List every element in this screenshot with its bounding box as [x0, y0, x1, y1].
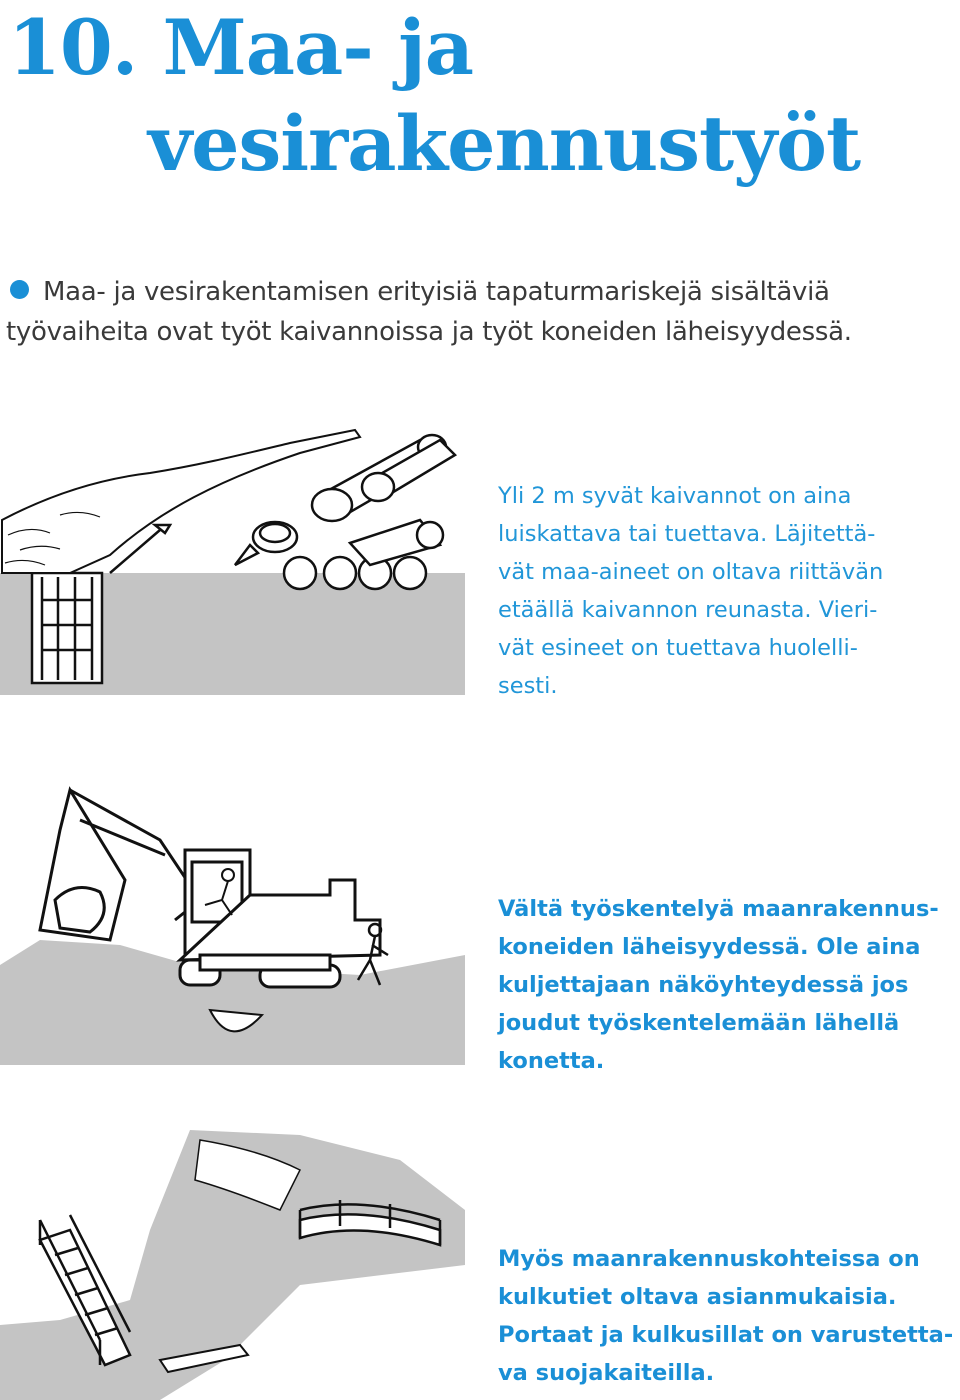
trench-with-pipes-illustration	[0, 425, 470, 697]
excavator-caption-line: kuljettajaan näköyhteydessä jos	[498, 972, 909, 998]
trench-caption-line: etäällä kaivannon reunasta. Vieri-	[498, 597, 878, 623]
intro-line-2: työvaiheita ovat työt kaivannoissa ja työt koneiden läheisyydessä.	[6, 317, 852, 347]
bullet-icon	[10, 280, 29, 299]
stairs-caption	[498, 1240, 953, 1392]
excavator-caption-line: konetta.	[498, 1048, 605, 1074]
stairs-caption-line: va suojakaiteilla.	[498, 1360, 715, 1386]
excavated-soil-pile	[2, 430, 360, 573]
page-title-line-1: 10. Maa- ja	[8, 3, 474, 92]
intro-paragraph	[6, 272, 951, 352]
ground-area	[0, 573, 465, 695]
excavator-caption-line: Vältä työskentelyä maanrakennus-	[498, 896, 939, 922]
stairs-caption-line: kulkutiet oltava asianmukaisia.	[498, 1284, 897, 1310]
excavator-caption	[498, 890, 939, 1080]
excavator-caption-line: joudut työskentelemään lähellä	[498, 1010, 900, 1036]
trench-caption-line: sesti.	[498, 673, 558, 699]
page-title-line-2: vesirakennustyöt	[148, 99, 861, 188]
stairs-and-footbridge-illustration	[0, 1120, 480, 1400]
trench-caption-line: Yli 2 m syvät kaivannot on aina	[498, 483, 852, 509]
stairs-caption-line: Portaat ja kulkusillat on varustetta-	[498, 1322, 954, 1348]
excavator-cab	[180, 850, 380, 960]
trench-caption-line: luiskattava tai tuettava. Läjitettä-	[498, 521, 876, 547]
trench-caption	[498, 477, 883, 705]
excavator-caption-line: koneiden läheisyydessä. Ole aina	[498, 934, 921, 960]
excavator-arm	[40, 790, 200, 940]
stairs-caption-line: Myös maanrakennuskohteissa on	[498, 1246, 920, 1272]
trench-caption-line: vät esineet on tuettava huolelli-	[498, 635, 858, 661]
trench-caption-line: vät maa-aineet on oltava riittävän	[498, 559, 884, 585]
excavator-illustration	[0, 780, 470, 1065]
excavator-tracks	[180, 955, 340, 987]
intro-line-1: Maa- ja vesirakentamisen erityisiä tapaturmariskejä sisältäviä	[43, 277, 830, 307]
page-title	[8, 0, 860, 192]
